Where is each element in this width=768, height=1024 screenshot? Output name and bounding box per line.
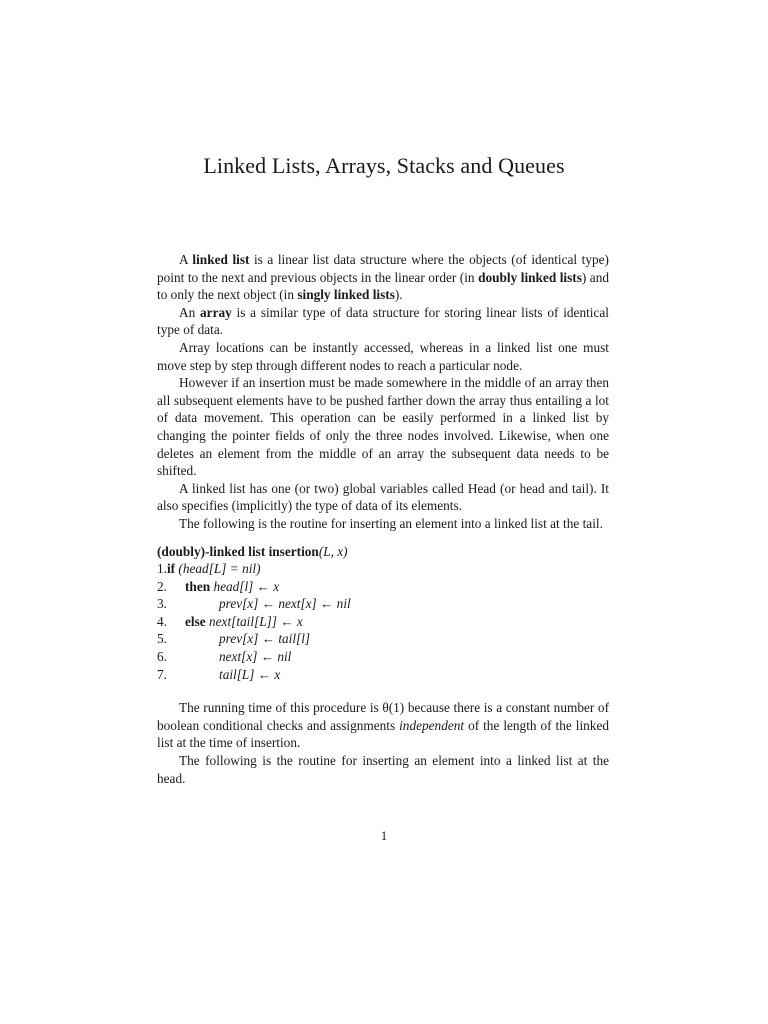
paragraph-routine-head: The following is the routine for inserting an element into a linked list at the head. bbox=[157, 753, 609, 786]
text: A bbox=[179, 252, 193, 267]
paragraph-routine-tail: The following is the routine for inserting an element into a linked list at the tail. bbox=[179, 515, 603, 531]
term-doubly-linked-lists: doubly linked lists bbox=[478, 269, 582, 285]
page-title: Linked Lists, Arrays, Stacks and Queues bbox=[203, 153, 565, 178]
code: prev[x] ← tail[l] bbox=[219, 631, 311, 647]
text: ) and to only the next object (in bbox=[157, 269, 610, 303]
term-array: array bbox=[200, 304, 232, 320]
keyword: else bbox=[185, 613, 206, 629]
algorithm-line bbox=[157, 595, 609, 613]
code: prev[x] ← next[x] ← nil bbox=[219, 596, 351, 612]
code: next[tail[L]] ← x bbox=[205, 613, 303, 629]
term-singly-linked-lists: singly linked lists bbox=[297, 287, 395, 303]
algorithm-args: (L, x) bbox=[318, 543, 348, 559]
algorithm-name: (doubly)-linked list insertion bbox=[157, 543, 319, 559]
line-number: 4. bbox=[157, 613, 167, 629]
page-number: 1 bbox=[380, 828, 388, 843]
paragraph-array-definition bbox=[157, 304, 609, 339]
algorithm-line bbox=[157, 613, 609, 631]
code: (head[L] = nil) bbox=[175, 561, 261, 577]
code: next[x] ← nil bbox=[219, 649, 292, 665]
term-linked-list: linked list bbox=[192, 252, 250, 267]
algorithm-block bbox=[157, 543, 609, 684]
document-body bbox=[157, 251, 609, 787]
keyword: then bbox=[185, 578, 211, 594]
line-number: 2. bbox=[157, 578, 167, 594]
algorithm-header bbox=[157, 543, 609, 561]
text: ). bbox=[394, 287, 403, 303]
paragraph-insertion: However if an insertion must be made somewhere in the middle of an array then all subsequent elements have to be pushed farther down the array thus entailing a lot of data movement. This operation can be easily performed in a linked list by changing the pointer fields of only the three nodes involved. Likewise, when one deletes an element from the middle of an array the subsequent data needs to be shifted. bbox=[157, 375, 609, 479]
paragraph-head-tail: A linked list has one (or two) global variables called Head (or head and tail). It also specifies (implicitly) the type of data of its elements. bbox=[157, 480, 609, 514]
line-number: 5. bbox=[157, 631, 167, 647]
text: of the length of the linked list at the time of insertion. bbox=[157, 717, 609, 751]
algorithm-line bbox=[157, 648, 609, 666]
paragraph-access: Array locations can be instantly accessed, whereas in a linked list one must move step by step through different nodes to reach a particular node. bbox=[157, 339, 609, 373]
text: The running time of this procedure is θ(1) because there is a constant number of boolean conditional checks and assignments bbox=[157, 700, 609, 733]
text: is a linear list data structure where the objects (of identical type) point to the next and previous objects in the linear order (in bbox=[157, 252, 609, 285]
keyword: if bbox=[166, 561, 176, 577]
algorithm-line bbox=[157, 578, 609, 596]
algorithm-line bbox=[157, 666, 609, 684]
line-number: 3. bbox=[157, 596, 167, 612]
line-number: 6. bbox=[157, 649, 167, 665]
code: head[l] ← x bbox=[210, 578, 280, 594]
paragraph-linked-list-definition bbox=[157, 251, 609, 304]
algorithm-line bbox=[157, 630, 609, 648]
emphasis-independent: independent bbox=[399, 717, 465, 733]
code: tail[L] ← x bbox=[219, 666, 281, 682]
algorithm-line bbox=[157, 560, 609, 578]
text: An bbox=[179, 304, 201, 320]
paragraph-running-time bbox=[157, 699, 609, 752]
text: is a similar type of data structure for storing linear lists of identical type of data. bbox=[157, 304, 609, 338]
line-number: 7. bbox=[157, 666, 167, 682]
line-number: 1. bbox=[157, 561, 167, 577]
